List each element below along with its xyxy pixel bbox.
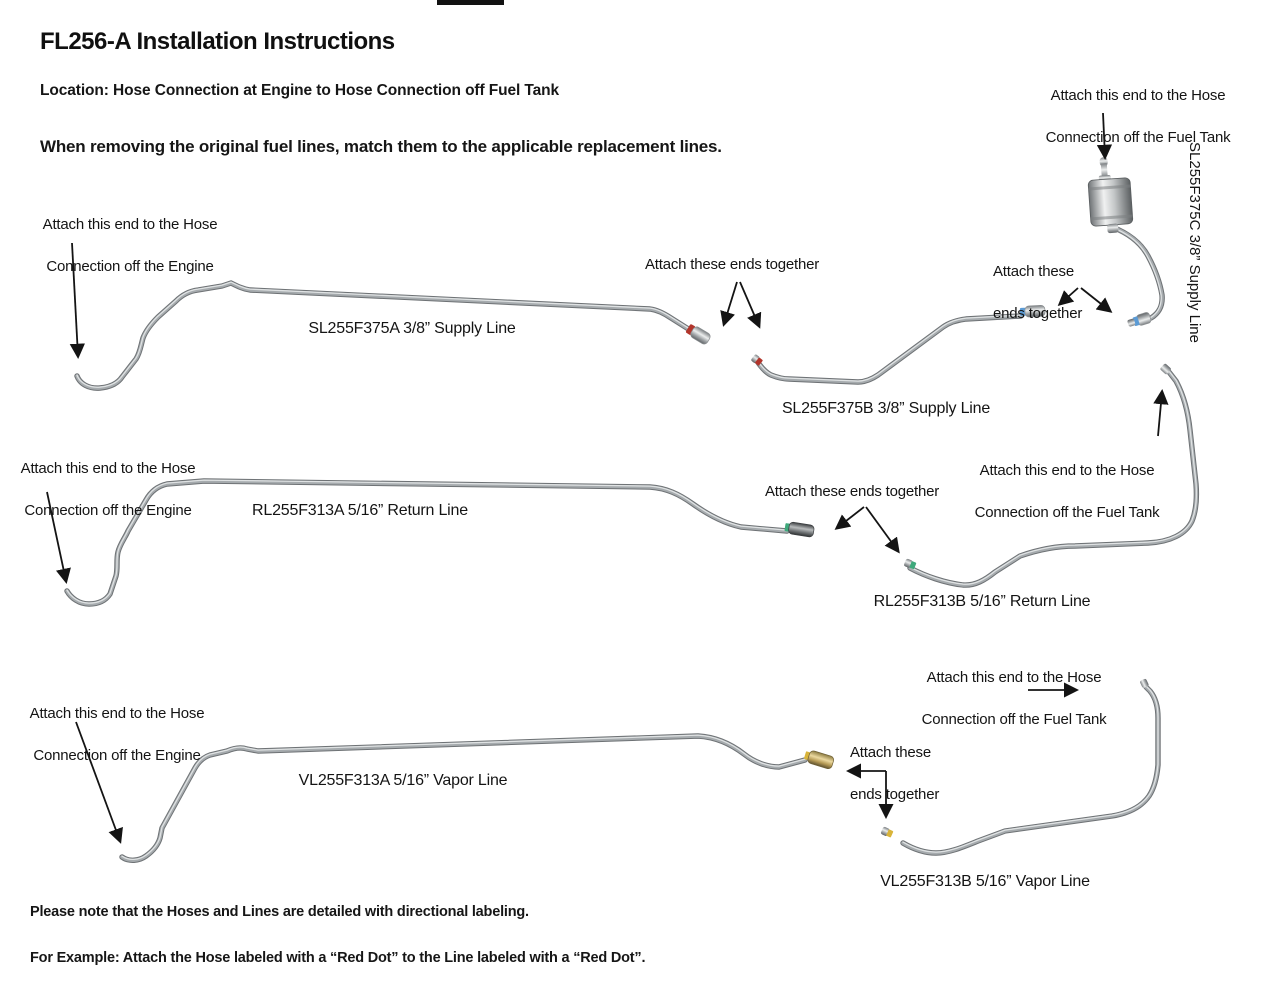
label-vapor-line-a: VL255F313A 5/16” Vapor Line <box>298 772 508 789</box>
annotation-return-together: Attach these ends together <box>764 483 940 500</box>
instruction-line: When removing the original fuel lines, match them to the applicable replacement lines. <box>40 137 722 156</box>
vapor-line-a-tube <box>122 735 805 860</box>
footer-note-line1: Please note that the Hoses and Lines are detailed with directional labeling. <box>30 904 529 920</box>
annotation-vapor-engine: Attach this end to the Hose Connection off the Engine <box>29 705 205 764</box>
location-line: Location: Hose Connection at Engine to Hose Connection off Fuel Tank <box>40 82 560 99</box>
label-supply-line-c: SL255F375C 3/8” Supply Line <box>1186 142 1203 343</box>
arrow-return-together-left <box>837 507 864 528</box>
footer-note <box>30 878 730 989</box>
annotation-return-engine: Attach this end to the Hose Connection off the Engine <box>20 460 196 519</box>
vapor-b-start-fitting <box>880 826 893 838</box>
label-supply-line-a: SL255F375A 3/8” Supply Line <box>308 320 516 337</box>
annotation-supply-fuel-tank: Attach this end to the Hose Connection off the Fuel Tank <box>1045 87 1231 146</box>
label-supply-line-b: SL255F375B 3/8” Supply Line <box>781 400 991 417</box>
footer-note-line2: For Example: Attach the Hose labeled with a “Red Dot” to the Line labeled with a “Red Dot”. <box>30 950 646 966</box>
vapor-a-end-fitting <box>803 749 835 770</box>
return-a-end-fitting <box>784 521 815 537</box>
label-return-line-a: RL255F313A 5/16” Return Line <box>252 502 468 519</box>
label-return-line-b: RL255F313B 5/16” Return Line <box>873 593 1091 610</box>
label-vapor-line-b: VL255F313B 5/16” Vapor Line <box>880 873 1090 890</box>
annotation-return-fuel-tank: Attach this end to the Hose Connection off the Fuel Tank <box>974 462 1160 521</box>
annotation-vapor-together: Attach these ends together <box>850 744 940 803</box>
page-title: FL256-A Installation Instructions <box>40 28 395 55</box>
arrow-return-together-right <box>866 507 898 551</box>
arrow-supply-ab-right <box>740 282 759 326</box>
supply-line-b-tube <box>757 315 1021 382</box>
annotation-supply-ab-together: Attach these ends together <box>644 256 820 273</box>
supply-c-end-fitting <box>1126 312 1151 329</box>
annotation-supply-bc-together: Attach these ends together <box>993 263 1083 322</box>
arrow-supply-ab-left <box>724 282 737 324</box>
annotation-supply-engine: Attach this end to the Hose Connection off the Engine <box>42 216 218 275</box>
annotation-vapor-fuel-tank: Attach this end to the Hose Connection off the Fuel Tank <box>921 669 1107 728</box>
arrow-return-fuel-tank <box>1158 392 1162 436</box>
